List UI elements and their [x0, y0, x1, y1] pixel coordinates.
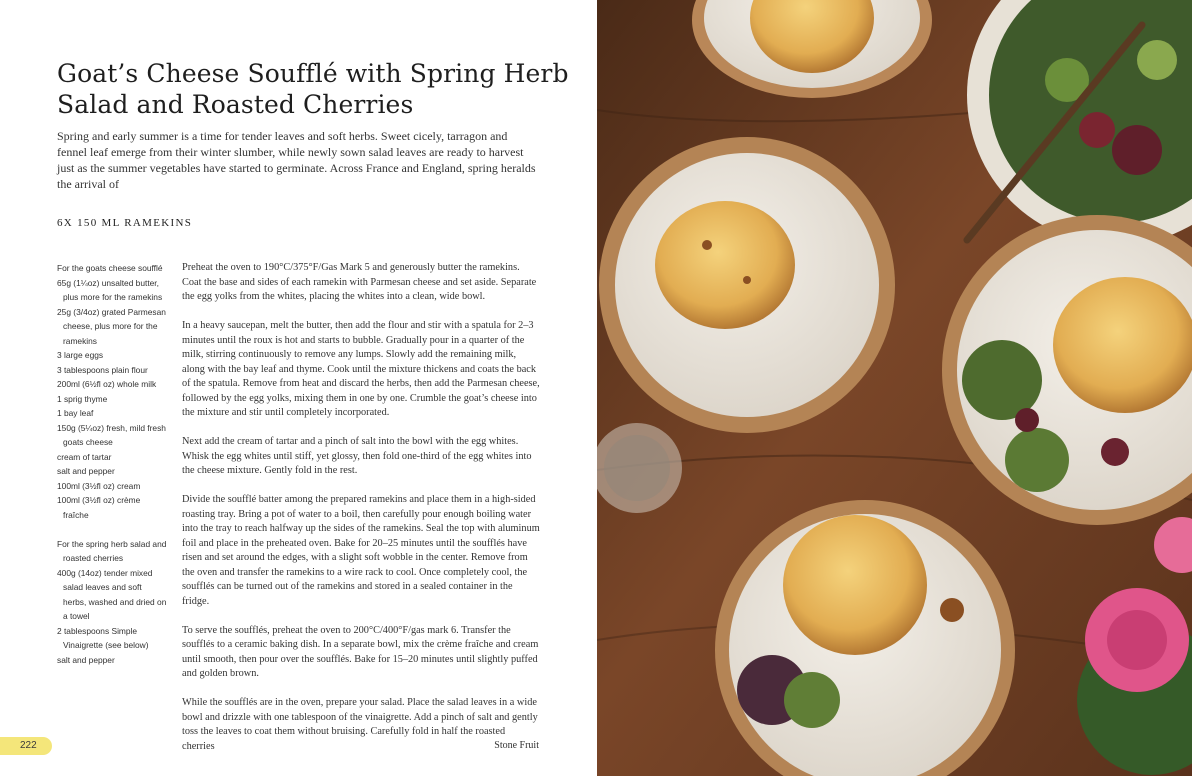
- ingredient-item: salt and pepper: [57, 466, 115, 476]
- ingredient-item: 3 tablespoons plain flour: [57, 364, 148, 375]
- method-step: To serve the soufflés, preheat the oven to 200°C/400°F/gas mark 6. Transfer the soufflés to a ceramic baking dish. In a separate bowl, mix the crème fraîche and cream until smooth, then pour over the soufflés. Bake for 15–20 minutes until slightly puffed and golden brown.: [182, 624, 539, 679]
- ingredient-item: salt and pepper: [57, 654, 115, 665]
- method-step: While the soufflés are in the oven, prepare your salad. Place the salad leaves in a wide bowl and drizzle with one tablespoon of the vinaigrette. Add a pinch of salt and gently toss the leaves to coat them without bruising. Carefully fold in half the roasted cherries: [182, 697, 538, 752]
- ingredient-item: 1 sprig thyme: [57, 393, 108, 404]
- ingredient-item: 150g (5¼oz) fresh, mild fresh goats cheese: [57, 422, 166, 447]
- method-step: Divide the soufflé batter among the prepared ramekins and place them in a high-sided roasting tray. Bring a pot of water to a boil, then carefully pour enough boiling water into the tray to reach halfway up the sides of the ramekins. Seal the top with aluminum foil and place in the preheated oven. Bake for 20–25 minutes until the soufflés have risen and set around the edges, with a slight soft wobble in the center. Remove from the oven and transfer the ramekins to a wire rack to cool. Once completely cool, the soufflés can be turned out of the ramekins and stored in a sealed container in the fridge.: [182, 494, 540, 607]
- food-photograph: [597, 0, 1192, 776]
- ingredient-item: 2 tablespoons Simple Vinaigrette (see below): [57, 625, 149, 650]
- ingredients-list: [57, 261, 167, 682]
- ingredient-item: 400g (14oz) tender mixed salad leaves and soft herbs, washed and dried on a towel: [57, 567, 167, 621]
- ingredient-item: 3 large eggs: [57, 350, 104, 360]
- page-number: 222: [20, 740, 37, 751]
- ingredient-group-heading: For the goats cheese soufflé: [57, 263, 163, 273]
- method-step: In a heavy saucepan, melt the butter, then add the flour and stir with a spatula for 2–3 minutes until the roux is hot and starts to bubble. Gradually pour in a quarter of the milk, stirring continuously to remove any lumps. Slowly add the remaining milk, along with the bay leaf and thyme. Cook until the mixture thickens and coats the back of the spatula. Remove from heat and discard the herbs, then add the Parmesan cheese, followed by the egg yolks, mixing them in one by one. Crumble the goat’s cheese into the mixture and stir until completely incorporated.: [182, 320, 540, 418]
- ingredient-item: 25g (3/4oz) grated Parmesan cheese, plus more for the ramekins: [57, 306, 166, 346]
- ingredient-item: 100ml (3½fl oz) crème fraîche: [57, 495, 141, 520]
- recipe-yield: 6X 150 ML RAMEKINS: [57, 217, 193, 229]
- ingredient-item: 200ml (6½fl oz) whole milk: [57, 379, 157, 389]
- recipe-intro: Spring and early summer is a time for tender leaves and soft herbs. Sweet cicely, tarragon and fennel leaf emerge from their winter slumber, while newly sown salad leaves are ready to harvest just as the summer vegetables have started to germinate. Across France and England, spring heralds the arrival of: [57, 129, 536, 191]
- method-step: Next add the cream of tartar and a pinch of salt into the bowl with the egg whites. Whisk the egg whites until stiff, yet glossy, then fold one-third of the egg whites into the cheese mixture. Gently fold in the rest.: [182, 436, 532, 476]
- chapter-footer: Stone Fruit: [494, 740, 539, 751]
- food-photograph-image: [597, 0, 1192, 776]
- ingredient-group-souffle: [57, 261, 167, 522]
- ingredient-item: 1 bay leaf: [57, 408, 94, 418]
- ingredient-group-heading: For the spring herb salad and roasted cherries: [57, 538, 167, 563]
- ingredient-item: cream of tartar: [57, 451, 112, 462]
- method-steps: [182, 261, 540, 769]
- ingredient-group-salad: [57, 537, 167, 668]
- ingredient-item: 100ml (3½fl oz) cream: [57, 480, 141, 491]
- ingredient-item: 65g (1¼oz) unsalted butter, plus more for the ramekins: [57, 277, 163, 302]
- recipe-title: Goat’s Cheese Soufflé with Spring Herb Salad and Roasted Cherries: [57, 59, 569, 119]
- method-step: Preheat the oven to 190°C/375°F/Gas Mark 5 and generously butter the ramekins. Coat the base and sides of each ramekin with Parmesan cheese and set aside. Separate the egg yolks from the whites, placing the whites into a clean, wide bowl.: [182, 262, 537, 302]
